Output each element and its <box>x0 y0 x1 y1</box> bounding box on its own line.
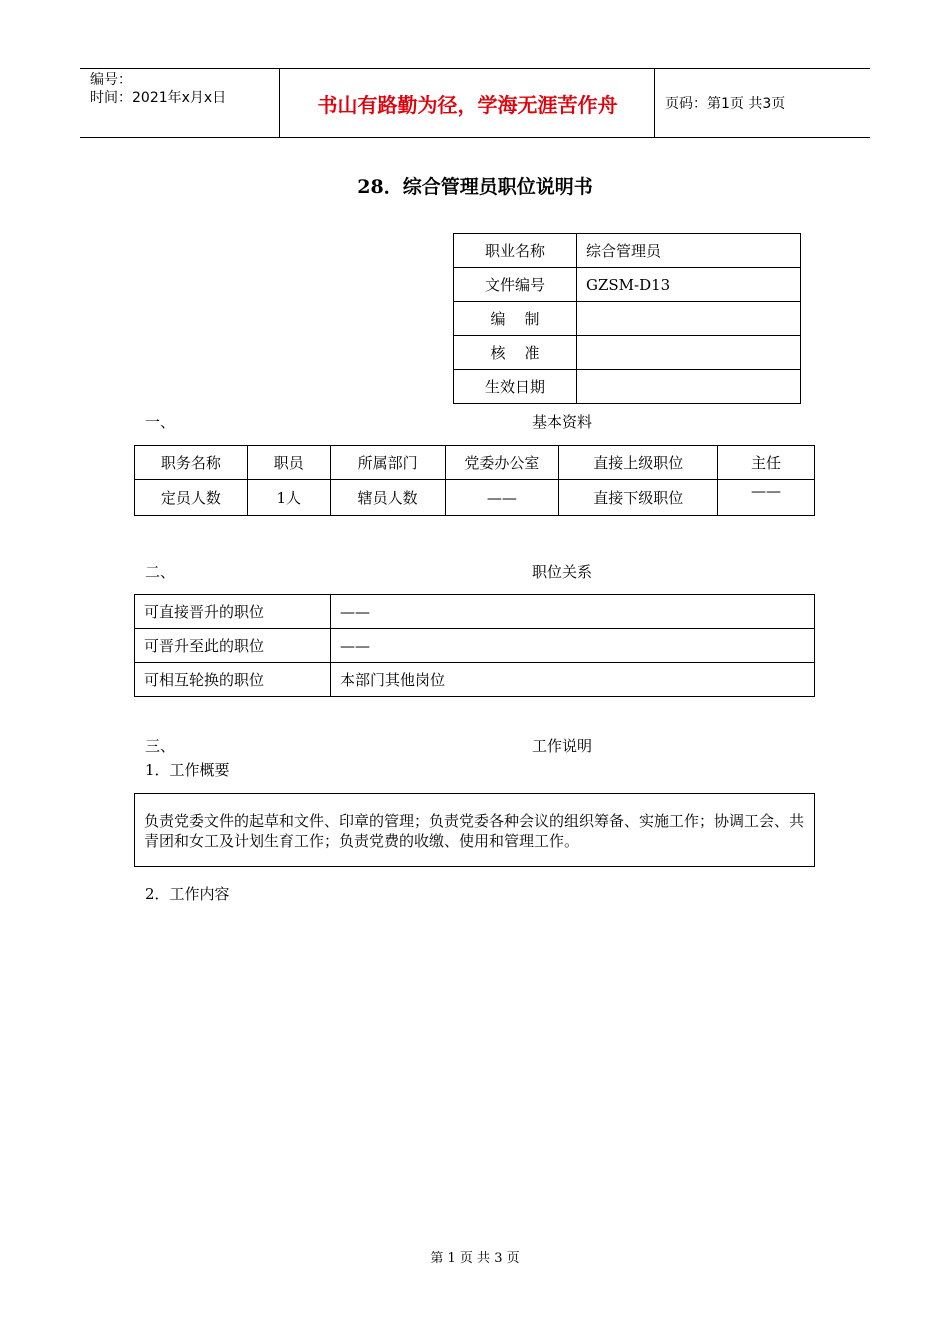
table-cell: 党委办公室 <box>445 446 559 480</box>
relation-value: —— <box>331 629 815 663</box>
meta-value: 综合管理员 <box>577 234 801 268</box>
relation-key: 可直接晋升的职位 <box>135 595 331 629</box>
table-row <box>454 370 801 404</box>
relation-key: 可相互轮换的职位 <box>135 663 331 697</box>
table-row <box>135 595 815 629</box>
meta-key: 职业名称 <box>454 234 577 268</box>
subsection-1-title: 1．工作概要 <box>145 761 230 779</box>
meta-value <box>577 370 801 404</box>
table-cell: 所属部门 <box>330 446 445 480</box>
subsection-2-title: 2．工作内容 <box>145 885 230 903</box>
table-row <box>135 663 815 697</box>
meta-key: 核 准 <box>454 336 577 370</box>
table-cell: 直接下级职位 <box>559 480 718 516</box>
relation-key: 可晋升至此的职位 <box>135 629 331 663</box>
table-cell: 辖员人数 <box>330 480 445 516</box>
table-row <box>135 480 815 516</box>
table-cell: —— <box>445 480 559 516</box>
table-cell: 直接上级职位 <box>559 446 718 480</box>
meta-value <box>577 302 801 336</box>
document-meta-table <box>453 233 801 404</box>
section-2-number: 二、 <box>145 563 176 581</box>
section-2-title: 职位关系 <box>532 563 593 581</box>
table-cell: —— <box>718 480 815 516</box>
basic-info-table <box>134 445 815 516</box>
section-3-title: 工作说明 <box>532 737 593 755</box>
section-1-title: 基本资料 <box>532 413 593 431</box>
page-footer: 第 1 页 共 3 页 <box>430 1251 520 1266</box>
position-relations-table <box>134 594 815 697</box>
time-label: 时间：2021年x月x日 <box>90 90 227 106</box>
relation-value: —— <box>331 595 815 629</box>
table-row <box>135 629 815 663</box>
meta-key: 文件编号 <box>454 268 577 302</box>
section-3-number: 三、 <box>145 737 176 755</box>
document-title: 28．综合管理员职位说明书 <box>357 176 593 198</box>
header-slogan: 书山有路勤为径，学海无涯苦作舟 <box>281 69 655 137</box>
header-page-info: 页码：第1页 共3页 <box>665 96 786 112</box>
table-cell: 1人 <box>247 480 330 516</box>
header-info <box>80 69 280 137</box>
table-cell: 定员人数 <box>135 480 248 516</box>
section-1-number: 一、 <box>145 413 176 431</box>
relation-value: 本部门其他岗位 <box>331 663 815 697</box>
table-cell: 主任 <box>718 446 815 480</box>
table-row <box>454 336 801 370</box>
table-row <box>454 302 801 336</box>
meta-value: GZSM-D13 <box>577 268 801 302</box>
table-row <box>135 446 815 480</box>
number-label: 编号： <box>90 72 132 88</box>
table-cell: 职务名称 <box>135 446 248 480</box>
table-cell: 职员 <box>247 446 330 480</box>
work-summary-box: 负责党委文件的起草和文件、印章的管理；负责党委各种会议的组织筹备、实施工作；协调工会、共青团和女工及计划生育工作；负责党费的收缴、使用和管理工作。 <box>134 793 815 867</box>
meta-key: 编 制 <box>454 302 577 336</box>
table-row <box>454 268 801 302</box>
meta-key: 生效日期 <box>454 370 577 404</box>
page-header <box>80 68 870 138</box>
meta-value <box>577 336 801 370</box>
table-row <box>454 234 801 268</box>
